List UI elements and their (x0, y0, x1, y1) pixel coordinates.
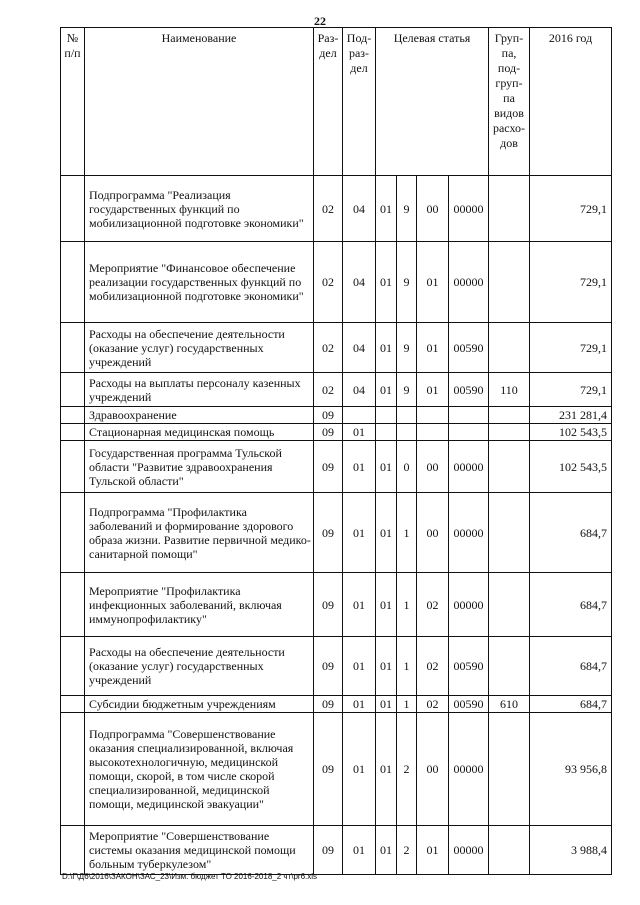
amount-cell: 93 956,8 (530, 713, 612, 826)
target-subprogram-cell: 2 (397, 713, 417, 826)
podrazdel-cell: 01 (343, 441, 376, 493)
razdel-cell: 09 (314, 424, 343, 441)
num-cell (61, 242, 85, 323)
name-cell: Мероприятие "Совершенствование системы оказания медицинской помощи больным туберкулезом" (85, 826, 314, 875)
target-direction-cell: 00590 (449, 373, 489, 407)
target-event-cell: 00 (417, 493, 449, 573)
table-row (61, 696, 612, 713)
header-group: Груп-па, под-груп-па видов расхо-дов (489, 28, 530, 176)
target-subprogram-cell: 1 (397, 493, 417, 573)
amount-cell: 102 543,5 (530, 424, 612, 441)
num-cell (61, 573, 85, 637)
num-cell (61, 373, 85, 407)
expense-group-cell (489, 493, 530, 573)
expense-group-cell (489, 441, 530, 493)
target-subprogram-cell (397, 424, 417, 441)
header-podrazdel: Под-раз-дел (343, 28, 376, 176)
num-cell (61, 424, 85, 441)
razdel-cell: 02 (314, 323, 343, 373)
num-cell (61, 323, 85, 373)
name-cell: Стационарная медицинская помощь (85, 424, 314, 441)
target-subprogram-cell: 9 (397, 242, 417, 323)
expense-group-cell (489, 713, 530, 826)
target-direction-cell: 00000 (449, 242, 489, 323)
target-event-cell: 00 (417, 713, 449, 826)
num-cell (61, 826, 85, 875)
target-program-cell: 01 (376, 323, 397, 373)
table-row (61, 373, 612, 407)
target-subprogram-cell: 9 (397, 176, 417, 242)
table-row (61, 424, 612, 441)
num-cell (61, 713, 85, 826)
header-row (61, 28, 612, 176)
target-subprogram-cell: 1 (397, 637, 417, 696)
name-cell: Здравоохранение (85, 407, 314, 424)
target-direction-cell: 00590 (449, 696, 489, 713)
expense-group-cell: 110 (489, 373, 530, 407)
amount-cell: 231 281,4 (530, 407, 612, 424)
razdel-cell: 09 (314, 713, 343, 826)
target-direction-cell: 00000 (449, 573, 489, 637)
expense-group-cell (489, 407, 530, 424)
num-cell (61, 407, 85, 424)
target-program-cell (376, 407, 397, 424)
num-cell (61, 637, 85, 696)
name-cell: Мероприятие "Финансовое обеспечение реализации государственных функций по мобилизационной подготовке экономики" (85, 242, 314, 323)
target-subprogram-cell: 0 (397, 441, 417, 493)
num-cell (61, 441, 85, 493)
target-event-cell: 02 (417, 696, 449, 713)
table-row (61, 441, 612, 493)
name-cell: Субсидии бюджетным учреждениям (85, 696, 314, 713)
razdel-cell: 09 (314, 407, 343, 424)
expense-group-cell (489, 242, 530, 323)
expense-group-cell (489, 424, 530, 441)
razdel-cell: 09 (314, 696, 343, 713)
target-subprogram-cell: 9 (397, 373, 417, 407)
amount-cell: 684,7 (530, 493, 612, 573)
amount-cell: 3 988,4 (530, 826, 612, 875)
razdel-cell: 09 (314, 493, 343, 573)
expense-group-cell (489, 323, 530, 373)
target-event-cell: 02 (417, 637, 449, 696)
target-event-cell: 01 (417, 242, 449, 323)
target-program-cell: 01 (376, 441, 397, 493)
target-direction-cell: 00000 (449, 826, 489, 875)
footer-file-path: D:\Г\Д6\2016\ЗАКОН\ЗАС_23\Изм. бюджет ТО 2016-2018_2 чт\pr6.xls (62, 872, 318, 881)
target-subprogram-cell: 1 (397, 696, 417, 713)
razdel-cell: 02 (314, 242, 343, 323)
table-row (61, 637, 612, 696)
table-row (61, 713, 612, 826)
target-program-cell: 01 (376, 493, 397, 573)
header-target: Целевая статья (376, 28, 489, 176)
target-direction-cell (449, 407, 489, 424)
target-event-cell: 00 (417, 441, 449, 493)
target-program-cell: 01 (376, 373, 397, 407)
amount-cell: 729,1 (530, 242, 612, 323)
amount-cell: 729,1 (530, 373, 612, 407)
target-direction-cell: 00590 (449, 637, 489, 696)
table-row (61, 493, 612, 573)
expense-group-cell (489, 637, 530, 696)
header-razdel: Раз-дел (314, 28, 343, 176)
podrazdel-cell: 04 (343, 242, 376, 323)
target-direction-cell: 00000 (449, 713, 489, 826)
amount-cell: 729,1 (530, 176, 612, 242)
table-row (61, 176, 612, 242)
target-direction-cell: 00000 (449, 441, 489, 493)
podrazdel-cell: 01 (343, 424, 376, 441)
budget-table (60, 27, 612, 875)
target-direction-cell (449, 424, 489, 441)
target-program-cell: 01 (376, 176, 397, 242)
name-cell: Расходы на обеспечение деятельности (оказание услуг) государственных учреждений (85, 637, 314, 696)
name-cell: Подпрограмма "Совершенствование оказания специализированной, включая высокотехнологичную, медицинской помощи, скорой, в том числе скорой специализированной, медицинской помощи, медицинской эвакуации" (85, 713, 314, 826)
target-event-cell: 02 (417, 573, 449, 637)
target-event-cell: 01 (417, 323, 449, 373)
target-event-cell: 01 (417, 373, 449, 407)
target-direction-cell: 00000 (449, 176, 489, 242)
num-cell (61, 696, 85, 713)
razdel-cell: 09 (314, 826, 343, 875)
razdel-cell: 09 (314, 573, 343, 637)
table-row (61, 826, 612, 875)
podrazdel-cell: 01 (343, 573, 376, 637)
target-subprogram-cell: 2 (397, 826, 417, 875)
expense-group-cell (489, 573, 530, 637)
podrazdel-cell: 01 (343, 826, 376, 875)
target-program-cell: 01 (376, 696, 397, 713)
podrazdel-cell: 04 (343, 373, 376, 407)
target-program-cell (376, 424, 397, 441)
razdel-cell: 02 (314, 373, 343, 407)
expense-group-cell: 610 (489, 696, 530, 713)
num-cell (61, 493, 85, 573)
name-cell: Расходы на выплаты персоналу казенных учреждений (85, 373, 314, 407)
name-cell: Подпрограмма "Реализация государственных функций по мобилизационной подготовке экономики" (85, 176, 314, 242)
target-event-cell: 01 (417, 826, 449, 875)
podrazdel-cell: 01 (343, 713, 376, 826)
target-subprogram-cell: 1 (397, 573, 417, 637)
target-program-cell: 01 (376, 637, 397, 696)
target-direction-cell: 00590 (449, 323, 489, 373)
table-row (61, 573, 612, 637)
target-program-cell: 01 (376, 242, 397, 323)
num-cell (61, 176, 85, 242)
target-program-cell: 01 (376, 573, 397, 637)
header-name: Наименование (85, 28, 314, 176)
amount-cell: 729,1 (530, 323, 612, 373)
target-event-cell (417, 424, 449, 441)
header-num: № п/п (61, 28, 85, 176)
name-cell: Мероприятие "Профилактика инфекционных заболеваний, включая иммунопрофилактику" (85, 573, 314, 637)
amount-cell: 102 543,5 (530, 441, 612, 493)
razdel-cell: 09 (314, 441, 343, 493)
name-cell: Подпрограмма "Профилактика заболеваний и формирование здорового образа жизни. Развитие первичной медико-санитарной помощи" (85, 493, 314, 573)
target-program-cell: 01 (376, 826, 397, 875)
table-row (61, 323, 612, 373)
expense-group-cell (489, 826, 530, 875)
podrazdel-cell: 01 (343, 696, 376, 713)
amount-cell: 684,7 (530, 573, 612, 637)
target-subprogram-cell (397, 407, 417, 424)
amount-cell: 684,7 (530, 637, 612, 696)
page-number: 22 (314, 14, 326, 28)
podrazdel-cell: 04 (343, 176, 376, 242)
table-row (61, 407, 612, 424)
podrazdel-cell: 04 (343, 323, 376, 373)
table-row (61, 242, 612, 323)
razdel-cell: 02 (314, 176, 343, 242)
razdel-cell: 09 (314, 637, 343, 696)
header-year: 2016 год (530, 28, 612, 176)
amount-cell: 684,7 (530, 696, 612, 713)
target-direction-cell: 00000 (449, 493, 489, 573)
target-event-cell (417, 407, 449, 424)
target-subprogram-cell: 9 (397, 323, 417, 373)
podrazdel-cell (343, 407, 376, 424)
name-cell: Государственная программа Тульской области "Развитие здравоохранения Тульской области" (85, 441, 314, 493)
name-cell: Расходы на обеспечение деятельности (оказание услуг) государственных учреждений (85, 323, 314, 373)
target-event-cell: 00 (417, 176, 449, 242)
expense-group-cell (489, 176, 530, 242)
target-program-cell: 01 (376, 713, 397, 826)
podrazdel-cell: 01 (343, 493, 376, 573)
podrazdel-cell: 01 (343, 637, 376, 696)
